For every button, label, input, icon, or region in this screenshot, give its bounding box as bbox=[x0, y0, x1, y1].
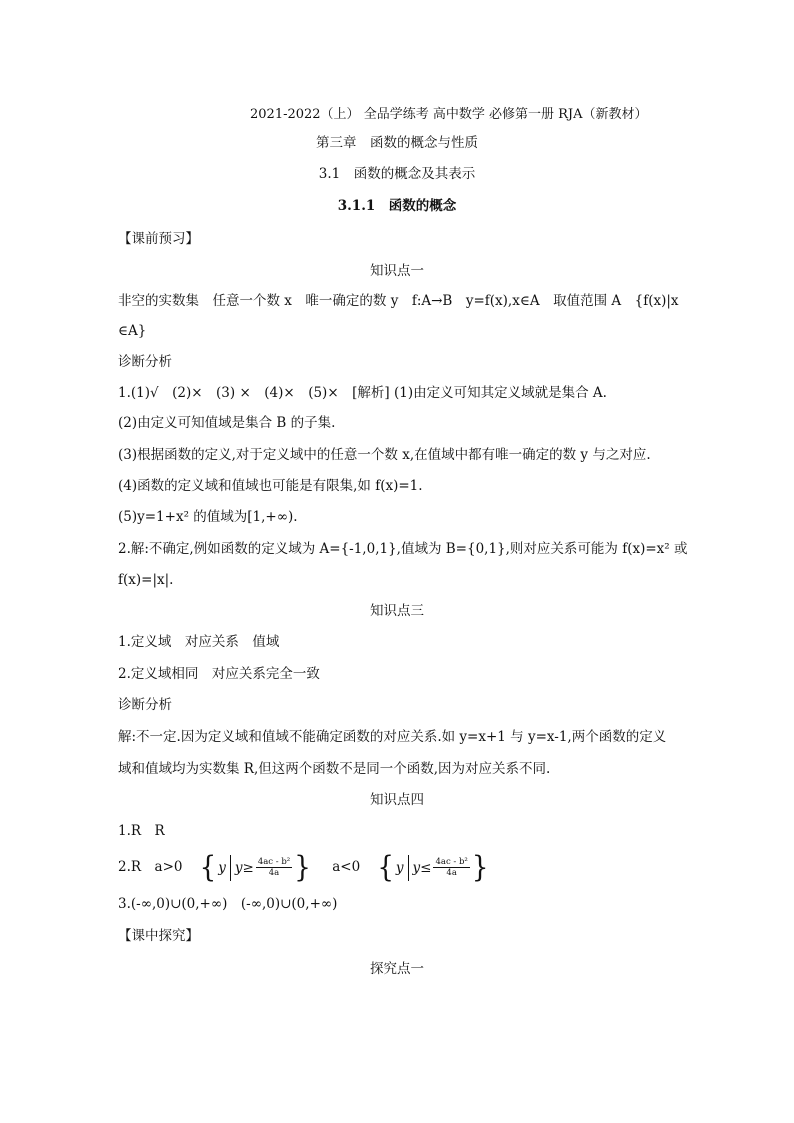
kp1-answer-line-1: 非空的实数集 任意一个数 x 唯一确定的数 y f:A→B y=f(x),x∈A 取值范围 A {f(x)|x bbox=[118, 293, 679, 309]
diagnosis-2-line-1: 解:不一定.因为定义域和值域不能确定函数的对应关系.如 y=x+1 与 y=x-1,两个函数的定义 bbox=[118, 729, 667, 745]
diagnosis-1-line-4: (4)函数的定义域和值域也可能是有限集,如 f(x)=1. bbox=[118, 478, 423, 494]
kp4-answer-line-1: 1.R R bbox=[118, 823, 165, 839]
diagnosis-1-line-5: (5)y=1+x² 的值域为[1,+∞). bbox=[118, 509, 298, 525]
set-variable: y bbox=[218, 859, 226, 876]
fraction-numerator: 4ac - b² bbox=[257, 857, 291, 867]
knowledge-point-3-title: 知识点三 bbox=[370, 603, 424, 619]
right-brace: } bbox=[471, 851, 489, 884]
class-exploration-heading: 【课中探究】 bbox=[118, 928, 199, 944]
knowledge-point-4-title: 知识点四 bbox=[370, 792, 424, 808]
kp3-answer-line-1: 1.定义域 对应关系 值域 bbox=[118, 634, 280, 650]
kp3-answer-line-2: 2.定义域相同 对应关系完全一致 bbox=[118, 666, 320, 682]
preview-heading: 【课前预习】 bbox=[118, 231, 199, 247]
set-bar bbox=[230, 855, 231, 881]
diagnosis-1-line-1: 1.(1)√ (2)× (3) × (4)× (5)× [解析] (1)由定义可知其定义域就是集合 A. bbox=[118, 385, 607, 401]
fraction-denominator: 4a bbox=[446, 868, 457, 878]
diagnosis-1-line-2: (2)由定义可知值域是集合 B 的子集. bbox=[118, 415, 336, 431]
series-header: 2021-2022（上） 全品学练考 高中数学 必修第一册 RJA（新教材） bbox=[250, 107, 648, 122]
range-set-negative bbox=[377, 853, 488, 883]
diagnosis-1-line-6: 2.解:不确定,例如函数的定义域为 A={-1,0,1},值域为 B={0,1},则对应关系可能为 f(x)=x² 或 bbox=[118, 541, 688, 557]
left-brace: { bbox=[377, 851, 394, 884]
kp4-answer-line-3: 3.(-∞,0)∪(0,+∞) (-∞,0)∪(0,+∞) bbox=[118, 896, 338, 912]
diagnosis-heading-2: 诊断分析 bbox=[118, 697, 172, 713]
explore-point-1-title: 探究点一 bbox=[370, 961, 424, 977]
fraction-denominator: 4a bbox=[268, 868, 280, 878]
section-title: 3.1 函数的概念及其表示 bbox=[318, 166, 476, 182]
kp4-line-2-prefix: 2.R a>0 bbox=[118, 859, 183, 875]
set-bar bbox=[408, 855, 409, 881]
set-variable: y bbox=[395, 859, 404, 876]
vertex-fraction bbox=[433, 857, 469, 878]
kp1-answer-line-2: ∈A} bbox=[118, 323, 147, 339]
subsection-title: 3.1.1 函数的概念 bbox=[337, 198, 457, 214]
right-brace: } bbox=[294, 851, 311, 884]
diagnosis-heading-1: 诊断分析 bbox=[118, 354, 172, 370]
set-relation: y≥ bbox=[234, 859, 254, 876]
diagnosis-1-line-7: f(x)=|x|. bbox=[118, 572, 174, 588]
chapter-title: 第三章 函数的概念与性质 bbox=[316, 135, 478, 151]
set-relation: y≤ bbox=[412, 859, 432, 876]
diagnosis-2-line-2: 域和值域均为实数集 R,但这两个函数不是同一个函数,因为对应关系不同. bbox=[118, 761, 551, 777]
diagnosis-1-line-3: (3)根据函数的定义,对于定义域中的任意一个数 x,在值域中都有唯一确定的数 y 与之对应. bbox=[118, 447, 651, 463]
left-brace: { bbox=[199, 851, 217, 884]
kp4-negative-condition: a<0 bbox=[332, 859, 361, 875]
kp4-answer-line-2 bbox=[118, 852, 488, 883]
knowledge-point-1-title: 知识点一 bbox=[370, 263, 424, 279]
fraction-numerator: 4ac - b² bbox=[435, 857, 468, 867]
range-set-positive bbox=[200, 853, 311, 883]
vertex-fraction bbox=[256, 857, 292, 878]
